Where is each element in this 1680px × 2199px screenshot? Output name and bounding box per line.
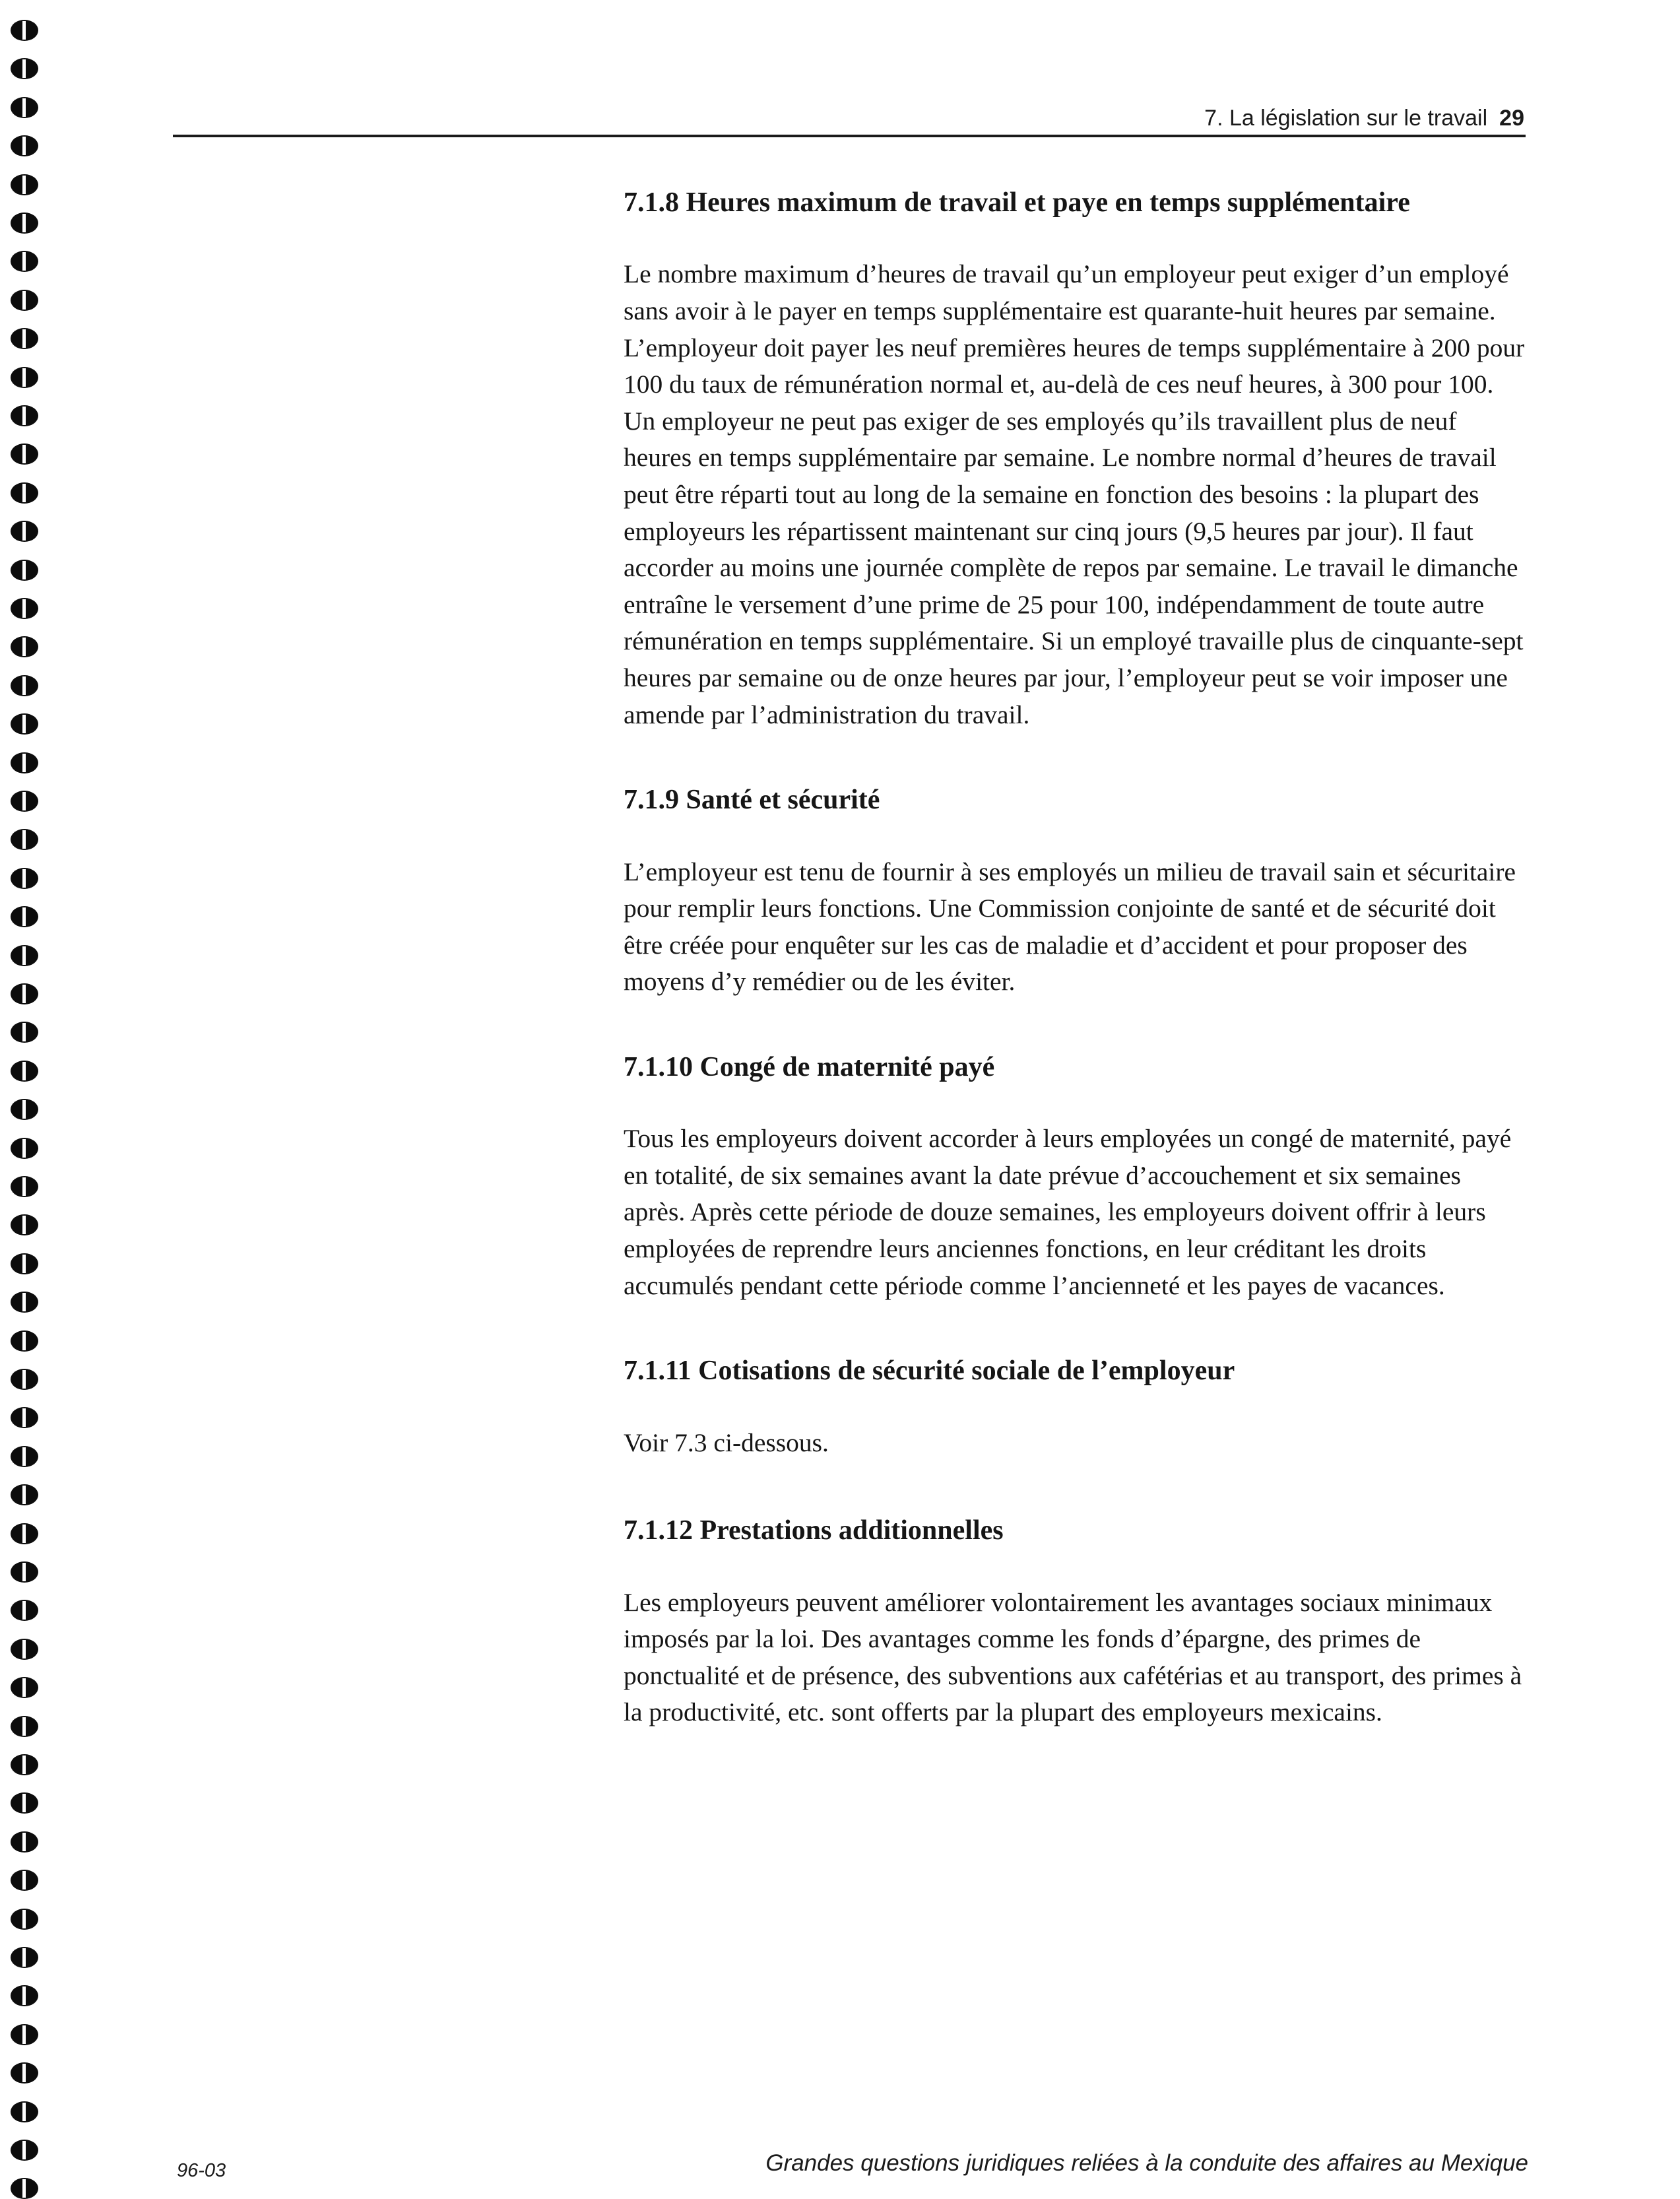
binding-hole <box>11 2178 38 2199</box>
binding-hole <box>11 1600 38 1621</box>
binding-hole <box>11 1176 38 1197</box>
binding-hole <box>11 868 38 889</box>
binding-hole <box>11 1292 38 1313</box>
binding-hole <box>11 1561 38 1583</box>
binding-hole <box>11 675 38 696</box>
binding-hole <box>11 2024 38 2045</box>
section-heading: 7.1.11 Cotisations de sécurité sociale de l’employeur <box>624 1356 1235 1387</box>
section-heading: 7.1.8 Heures maximum de travail et paye en temps supplémentaire <box>624 187 1410 218</box>
binding-hole <box>11 1330 38 1352</box>
binding-hole <box>11 752 38 773</box>
section-paragraph: Voir 7.3 ci-dessous. <box>624 1428 829 1457</box>
binding-hole <box>11 251 38 272</box>
binding-hole <box>11 1022 38 1043</box>
binding-hole <box>11 367 38 388</box>
main-content <box>624 186 1528 1781</box>
section-heading: 7.1.10 Congé de maternité payé <box>624 1051 995 1082</box>
running-header-title: 7. La législation sur le travail <box>1204 106 1488 131</box>
binding-hole <box>11 2140 38 2161</box>
binding-hole <box>11 1716 38 1737</box>
binding-hole <box>11 58 38 79</box>
footer-document-code: 96-03 <box>177 2160 226 2181</box>
binding-hole <box>11 560 38 581</box>
section-7-1-11 <box>624 1354 1528 1461</box>
binding-holes <box>0 0 53 2197</box>
section-paragraph: L’employeur est tenu de fournir à ses employés un milieu de travail sain et sécuritaire pour remplir leurs fonctions. Une Commission conjointe de santé et de sécurité doit être créée pour enquêter sur les cas de maladie et d’accident et pour proposer des moyens d’y remédier ou de les éviter. <box>624 857 1516 997</box>
binding-hole <box>11 598 38 619</box>
binding-hole <box>11 1369 38 1390</box>
binding-hole <box>11 1870 38 1891</box>
binding-hole <box>11 20 38 41</box>
binding-hole <box>11 135 38 156</box>
section-paragraph: Tous les employeurs doivent accorder à leurs employées un congé de maternité, payé en totalité, de six semaines avant la date prévue d’accouchement et six semaines après. Après cette période de douze semaines, les employeurs doivent offrir à leurs employées de reprendre leurs anciennes fonctions, en leur créditant les droits accumulés pendant cette période comme l’ancienneté et les payes de vacances. <box>624 1124 1512 1300</box>
binding-hole <box>11 945 38 966</box>
header-rule <box>173 135 1526 137</box>
binding-hole <box>11 174 38 195</box>
binding-hole <box>11 213 38 234</box>
binding-hole <box>11 482 38 504</box>
binding-hole <box>11 1061 38 1082</box>
binding-hole <box>11 1446 38 1467</box>
binding-hole <box>11 521 38 542</box>
binding-hole <box>11 1138 38 1159</box>
binding-hole <box>11 791 38 812</box>
binding-hole <box>11 1754 38 1775</box>
binding-hole <box>11 2101 38 2122</box>
binding-hole <box>11 1484 38 1505</box>
binding-hole <box>11 1523 38 1544</box>
section-7-1-12 <box>624 1514 1528 1731</box>
binding-hole <box>11 1214 38 1235</box>
section-7-1-10 <box>624 1051 1528 1304</box>
binding-hole <box>11 906 38 927</box>
section-7-1-9 <box>624 783 1528 1001</box>
page-number: 29 <box>1499 106 1524 131</box>
binding-hole <box>11 1792 38 1814</box>
binding-hole <box>11 713 38 735</box>
binding-hole <box>11 1099 38 1120</box>
binding-hole <box>11 1909 38 1930</box>
binding-hole <box>11 1831 38 1853</box>
binding-hole <box>11 1253 38 1274</box>
binding-hole <box>11 636 38 657</box>
section-paragraph: Les employeurs peuvent améliorer volontairement les avantages sociaux minimaux imposés par la loi. Des avantages comme les fonds d’épargne, des primes de ponctualité et de présence, des subventions aux cafétérias et au transport, des primes à la productivité, etc. sont offerts par la plupart des employeurs mexicains. <box>624 1587 1522 1727</box>
binding-hole <box>11 328 38 349</box>
section-heading: 7.1.9 Santé et sécurité <box>624 785 880 816</box>
binding-hole <box>11 1985 38 2006</box>
footer-publication-title: Grandes questions juridiques reliées à la conduite des affaires au Mexique <box>765 2150 1528 2176</box>
binding-hole <box>11 1677 38 1698</box>
binding-hole <box>11 1947 38 1968</box>
binding-hole <box>11 97 38 118</box>
binding-hole <box>11 1639 38 1660</box>
binding-hole <box>11 1407 38 1428</box>
binding-hole <box>11 443 38 465</box>
binding-hole <box>11 983 38 1004</box>
section-heading: 7.1.12 Prestations additionnelles <box>624 1515 1004 1546</box>
section-7-1-8 <box>624 186 1528 733</box>
binding-hole <box>11 829 38 850</box>
running-header <box>1148 106 1524 131</box>
section-paragraph: Le nombre maximum d’heures de travail qu’un employeur peut exiger d’un employé sans avoir à le payer en temps supplémentaire est quarante-huit heures par semaine. L’employeur doit payer les neuf premières heures de temps supplémentaire à 200 pour 100 du taux de rémunération normal et, au-delà de ces neuf heures, à 300 pour 100. Un employeur ne peut pas exiger de ses employés qu’ils travaillent plus de neuf heures en temps supplémentaire par semaine. Le nombre normal d’heures de travail peut être réparti tout au long de la semaine en fonction des besoins : la plupart des employeurs les répartissent maintenant sur cinq jours (9,5 heures par jour). Il faut accorder au moins une journée complète de repos par semaine. Le travail le dimanche entraîne le versement d’une prime de 25 pour 100, indépendamment de toute autre rémunération en temps supplémentaire. Si un employé travaille plus de cinquante-sept heures par semaine ou de onze heures par jour, l’employeur peut se voir imposer une amende par l’administration du travail. <box>624 259 1525 729</box>
binding-hole <box>11 2062 38 2084</box>
binding-hole <box>11 405 38 426</box>
binding-hole <box>11 290 38 311</box>
